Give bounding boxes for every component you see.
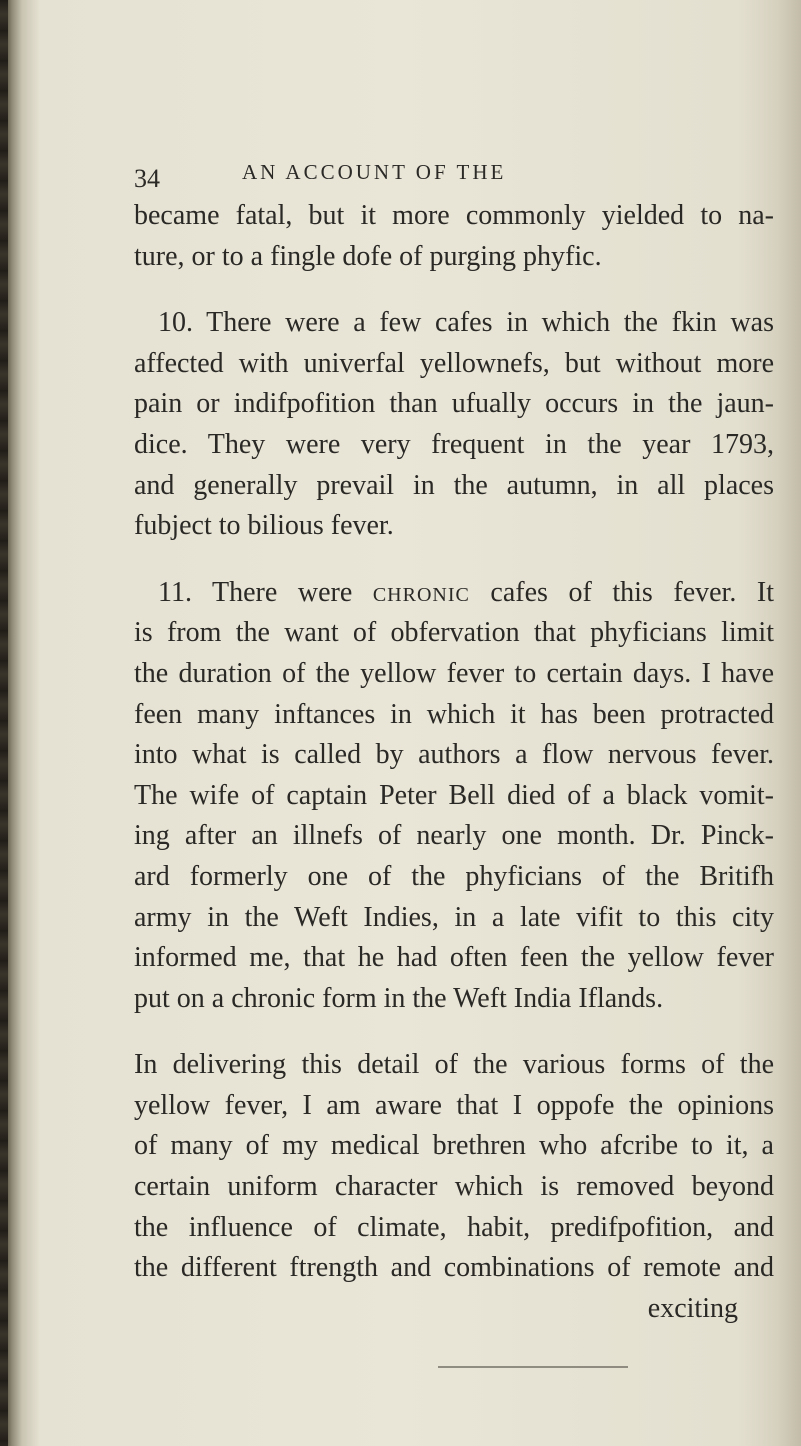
paragraph-11 [134, 573, 774, 1020]
chronic-smallcaps: chronic [372, 576, 470, 608]
text-line: the different ftrength and combinations of remote and [134, 1252, 774, 1284]
text-line: informed me, that he had often feen the yellow fever [134, 942, 774, 974]
text-line: put on a chronic form in the Weft India Iflands. [134, 982, 664, 1014]
catchword: exciting [647, 1292, 738, 1324]
text-line: army in the Weft Indies, in a late vifit to this city [134, 901, 774, 933]
text-line: into what is called by authors a flow nervous fever. [134, 739, 774, 771]
text-line: fubject to bilious fever. [134, 510, 394, 542]
paragraph-continuation [134, 196, 774, 277]
text-line: ing after an illnefs of nearly one month. Dr. Pinck- [134, 820, 774, 852]
text-line: In delivering this detail of the various forms of the [134, 1049, 774, 1081]
text-line: affected with univerfal yellownefs, but without more [134, 347, 774, 379]
text-line: yellow fever, I am aware that I oppofe the opinions [134, 1089, 774, 1121]
text-line: feen many inftances in which it has been protracted [134, 698, 774, 730]
text-line: became fatal, but it more commonly yielded to na- [134, 200, 774, 231]
paragraph-final [134, 1045, 774, 1329]
text-line: and generally prevail in the autumn, in all places [134, 469, 774, 501]
text-line: dice. They were very frequent in the year 1793, [134, 428, 774, 460]
book-spine-shadow [0, 0, 8, 1446]
text-line: is from the want of obfervation that phyficians limit [134, 617, 774, 649]
text-line: the duration of the yellow fever to certain days. I have [134, 657, 774, 689]
text-line: certain uniform character which is removed beyond [134, 1171, 774, 1203]
running-head: AN ACCOUNT OF THE [242, 160, 507, 184]
page-body [134, 196, 774, 1329]
text-line: 10. There were a few cafes in which the fkin was [158, 307, 774, 339]
text-fragment: 11. There were [158, 576, 353, 608]
page-header [134, 160, 694, 194]
text-line: the influence of climate, habit, predifpofition, and [134, 1211, 774, 1243]
text-line: ture, or to a fingle dofe of purging phyfic. [134, 240, 602, 272]
text-fragment: cafes of this fever. It [490, 576, 774, 608]
bottom-rule [438, 1366, 628, 1368]
paragraph-10 [134, 303, 774, 547]
text-line: The wife of captain Peter Bell died of a black vomit- [134, 779, 774, 811]
text-line: ard formerly one of the phyficians of the Britifh [134, 860, 774, 892]
text-line: of many of my medical brethren who afcribe to it, a [134, 1130, 774, 1162]
text-line [134, 573, 774, 614]
text-line: pain or indifpofition than ufually occurs in the jaun- [134, 388, 774, 420]
page-number: 34 [134, 164, 160, 193]
